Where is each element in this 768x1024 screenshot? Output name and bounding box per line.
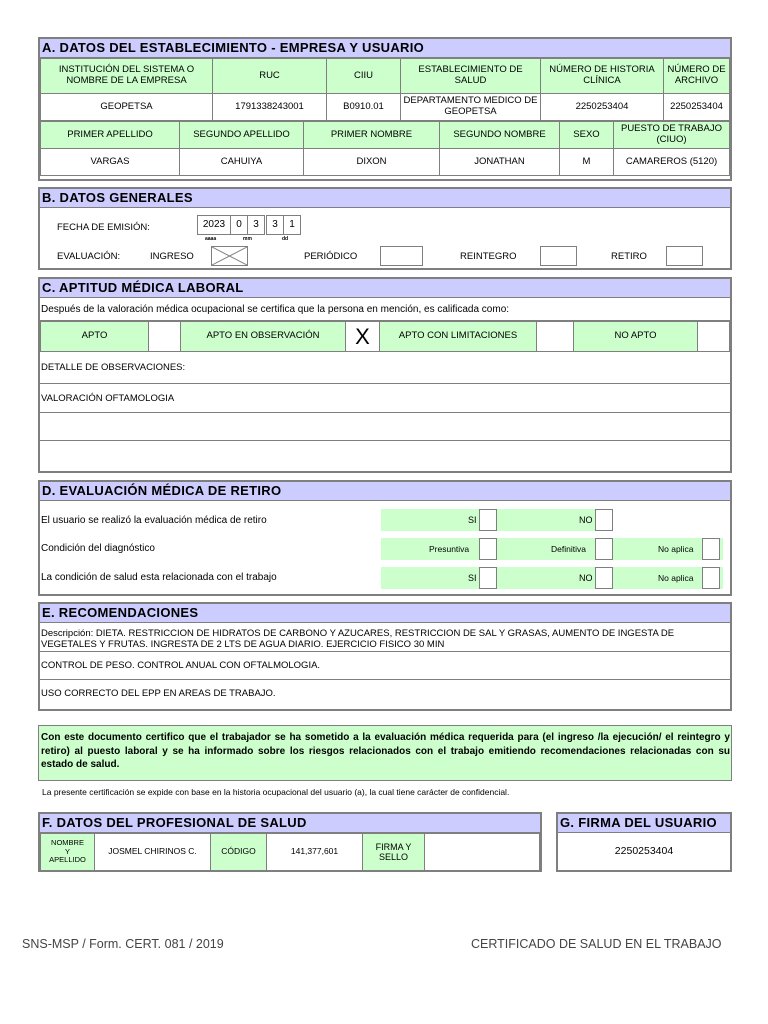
section-e	[38, 602, 732, 711]
date-sub-month: mm	[243, 236, 252, 242]
header-segundo-apellido: SEGUNDO APELLIDO	[180, 122, 304, 149]
section-f	[38, 812, 542, 872]
header-ruc: RUC	[213, 59, 327, 94]
ingreso-label: INGRESO	[150, 251, 194, 262]
apto-observacion-label: APTO EN OBSERVACIÓN	[181, 322, 346, 352]
section-c	[38, 277, 732, 473]
value-archivo: 2250253404	[664, 94, 730, 121]
nota-confidencial: La presente certificación se expide con base en la historia ocupacional del usuario (a), la cual tiene carácter de confidencial.	[42, 787, 510, 797]
periodico-checkbox[interactable]	[380, 246, 423, 266]
no-apto-checkbox[interactable]	[698, 322, 730, 352]
evaluacion-label: EVALUACIÓN:	[57, 251, 121, 262]
section-f-title: F. DATOS DEL PROFESIONAL DE SALUD	[40, 814, 540, 833]
date-year[interactable]: 2023	[197, 215, 231, 235]
definitiva-label: Definitiva	[551, 544, 586, 554]
q2-no-aplica-label: No aplica	[658, 544, 694, 554]
retiro-q3: La condición de salud esta relacionada con el trabajo	[41, 572, 277, 583]
aptitud-intro: Después de la valoración médica ocupacional se certifica que la persona en mención, es calificada como:	[40, 298, 730, 321]
date-day-2[interactable]: 1	[283, 215, 301, 235]
certificacion-box	[38, 725, 732, 781]
value-ciiu: B0910.01	[327, 94, 401, 121]
section-a	[38, 37, 732, 181]
aptitud-table	[40, 321, 730, 352]
definitiva-checkbox[interactable]	[595, 538, 613, 560]
apto-checkbox[interactable]	[149, 322, 181, 352]
section-b-title: B. DATOS GENERALES	[40, 189, 730, 208]
value-segundo-apellido: CAHUIYA	[180, 149, 304, 176]
header-ciiu: CIIU	[327, 59, 401, 94]
reintegro-label: REINTEGRO	[460, 251, 517, 262]
q1-si-checkbox[interactable]	[479, 509, 497, 531]
profesional-nombre: JOSMEL CHIRINOS C.	[95, 834, 211, 871]
recomendacion-descripcion: Descripción: DIETA. RESTRICCION DE HIDRATOS DE CARBONO Y AZUCARES, RESTRICCION DE SAL Y GRASAS, AUMENTO DE INGESTA DE VEGETALES Y FRUTAS. INGRESTA DE 2 LTS DE AGUA DIARIO. EJERCICIO FISICO 30 MIN	[40, 623, 730, 652]
presuntiva-label: Presuntiva	[429, 544, 470, 554]
footer-right: CERTIFICADO DE SALUD EN EL TRABAJO	[471, 937, 722, 948]
recomendacion-line-2: CONTROL DE PESO. CONTROL ANUAL CON OFTALMOLOGIA.	[40, 652, 730, 680]
valoracion-line: VALORACIÓN OFTAMOLOGIA	[40, 384, 730, 413]
q1-no-checkbox[interactable]	[595, 509, 613, 531]
value-sexo: M	[560, 149, 614, 176]
date-month-2[interactable]: 3	[247, 215, 265, 235]
section-a-table-2	[40, 121, 730, 176]
section-c-title: C. APTITUD MÉDICA LABORAL	[40, 279, 730, 298]
date-sub-day: dd	[282, 236, 289, 242]
reintegro-checkbox[interactable]	[540, 246, 577, 266]
section-a-title: A. DATOS DEL ESTABLECIMIENTO - EMPRESA Y USUARIO	[40, 39, 730, 58]
value-primer-apellido: VARGAS	[41, 149, 180, 176]
detalle-observaciones: DETALLE DE OBSERVACIONES:	[40, 352, 730, 384]
section-a-table	[40, 58, 730, 121]
q3-no-aplica-checkbox[interactable]	[702, 567, 720, 589]
value-puesto: CAMAREROS (5120)	[614, 149, 730, 176]
section-g	[556, 812, 732, 872]
q3-si-checkbox[interactable]	[479, 567, 497, 589]
value-segundo-nombre: JONATHAN	[440, 149, 560, 176]
header-historia: NÚMERO DE HISTORIA CLÍNICA	[541, 59, 664, 94]
section-e-title: E. RECOMENDACIONES	[40, 604, 730, 623]
q1-si-label: SI	[468, 515, 477, 525]
header-puesto: PUESTO DE TRABAJO (CIUO)	[614, 122, 730, 149]
header-segundo-nombre: SEGUNDO NOMBRE	[440, 122, 560, 149]
firma-sello-field[interactable]	[425, 834, 540, 871]
header-institucion: INSTITUCIÓN DEL SISTEMA O NOMBRE DE LA EMPRESA	[41, 59, 213, 94]
value-establecimiento: DEPARTAMENTO MEDICO DE GEOPETSA	[401, 94, 541, 121]
section-b	[38, 187, 732, 270]
value-ruc: 1791338243001	[213, 94, 327, 121]
presuntiva-checkbox[interactable]	[479, 538, 497, 560]
section-d-title: D. EVALUACIÓN MÉDICA DE RETIRO	[40, 482, 730, 501]
ingreso-checkbox[interactable]	[211, 246, 248, 266]
periodico-label: PERIÓDICO	[304, 251, 358, 262]
retiro-q2: Condición del diagnóstico	[41, 543, 155, 554]
retiro-label: RETIRO	[611, 251, 647, 262]
apto-observacion-checkbox[interactable]: X	[346, 322, 380, 352]
checked-x-icon	[212, 247, 247, 265]
apto-label: APTO	[41, 322, 149, 352]
profesional-codigo: 141,377,601	[267, 834, 363, 871]
apto-limitaciones-label: APTO CON LIMITACIONES	[380, 322, 537, 352]
nombre-label: NOMBRE Y APELLIDO	[41, 834, 95, 871]
q1-no-label: NO	[579, 515, 593, 525]
codigo-label: CÓDIGO	[211, 834, 267, 871]
firma-usuario-value: 2250253404	[614, 845, 674, 857]
date-month-1[interactable]: 0	[230, 215, 248, 235]
header-primer-apellido: PRIMER APELLIDO	[41, 122, 180, 149]
recomendacion-line-3: USO CORRECTO DEL EPP EN AREAS DE TRABAJO.	[41, 688, 276, 699]
date-sub-year: aaaa	[205, 236, 217, 242]
no-apto-label: NO APTO	[574, 322, 698, 352]
footer-left: SNS-MSP / Form. CERT. 081 / 2019	[22, 937, 224, 948]
date-day-1[interactable]: 3	[266, 215, 284, 235]
value-institucion: GEOPETSA	[41, 94, 213, 121]
q2-no-aplica-checkbox[interactable]	[702, 538, 720, 560]
value-primer-nombre: DIXON	[304, 149, 440, 176]
value-historia: 2250253404	[541, 94, 664, 121]
profesional-table	[40, 833, 540, 871]
certificacion-text: Con este documento certifico que el trabajador se ha sometido a la evaluación médica requerida para (el ingreso /la ejecución/ el reintegro y retiro) al puesto laboral y se ha informado sobre los riesgos relacionados con el trabajo emitiendo recomendaciones relacionadas con su estado de salud.	[41, 732, 730, 770]
q3-si-label: SI	[468, 573, 477, 583]
q3-no-checkbox[interactable]	[595, 567, 613, 589]
q3-no-aplica-label: No aplica	[658, 573, 694, 583]
section-d	[38, 480, 732, 596]
header-establecimiento: ESTABLECIMIENTO DE SALUD	[401, 59, 541, 94]
firma-sello-label: FIRMA Y SELLO	[363, 834, 425, 871]
header-primer-nombre: PRIMER NOMBRE	[304, 122, 440, 149]
apto-limitaciones-checkbox[interactable]	[537, 322, 574, 352]
header-archivo: NÚMERO DE ARCHIVO	[664, 59, 730, 94]
retiro-q1: El usuario se realizó la evaluación médica de retiro	[41, 515, 267, 526]
footer	[0, 934, 768, 948]
q3-no-label: NO	[579, 573, 593, 583]
section-g-title: G. FIRMA DEL USUARIO	[558, 814, 730, 833]
observacion-empty-line	[40, 413, 730, 441]
fecha-label: FECHA DE EMISIÓN:	[57, 222, 150, 233]
retiro-checkbox[interactable]	[666, 246, 703, 266]
header-sexo: SEXO	[560, 122, 614, 149]
